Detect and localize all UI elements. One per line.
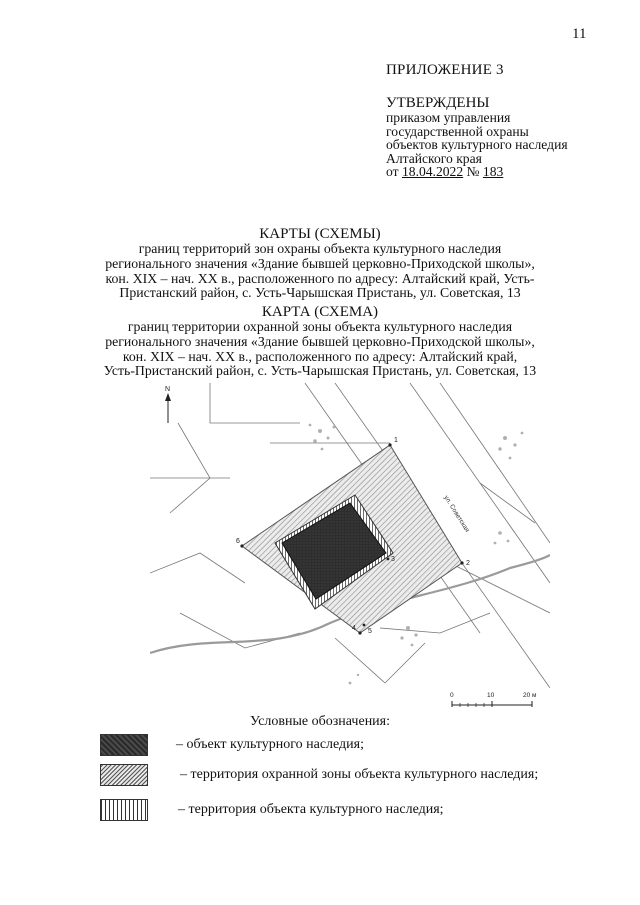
page-number: 11 <box>572 26 587 42</box>
protection-zone-map <box>150 383 550 713</box>
map-heading-title: КАРТА (СХЕМА) <box>261 304 379 320</box>
maps-heading <box>0 226 640 301</box>
approval-line: приказом управления <box>386 110 511 125</box>
approval-block <box>386 95 568 179</box>
point-label: 6 <box>236 538 240 545</box>
legend-swatch-vertical <box>100 799 148 821</box>
point-label: 3 <box>391 556 395 563</box>
maps-heading-title: КАРТЫ (СХЕМЫ) <box>259 226 381 242</box>
appendix-title: ПРИЛОЖЕНИЕ 3 <box>386 62 504 78</box>
map-heading-line: Усть-Пристанский район, с. Усть-Чарышская Пристань, ул. Советская, 13 <box>103 363 537 379</box>
legend-label: – территория объекта культурного наследия; <box>178 802 444 817</box>
maps-heading-line: кон. XIX – нач. XX в., расположенного по адресу: Алтайский край, Усть- <box>105 270 535 286</box>
north-arrow-icon <box>165 386 171 423</box>
point-label: 5 <box>368 628 372 635</box>
point-label: 2 <box>466 560 470 567</box>
maps-heading-line: границ территорий зон охраны объекта культурного наследия <box>138 241 502 256</box>
legend-swatch-hatched <box>100 764 148 786</box>
legend-label: – территория охранной зоны объекта культурного наследия; <box>180 767 539 782</box>
point-label: 1 <box>394 437 398 444</box>
maps-heading-line: Пристанский район, с. Усть-Чарышская Пристань, ул. Советская, 13 <box>119 285 521 301</box>
legend-item-protection-zone <box>100 763 538 787</box>
scale-label: 10 <box>487 692 495 699</box>
legend-swatch-dark <box>100 734 148 756</box>
legend-item-heritage-object <box>100 733 364 757</box>
date-prefix: от <box>386 164 402 180</box>
map-heading-line: регионального значения «Здание бывшей церковно-Приходской школы», <box>105 333 535 349</box>
approval-number: 183 <box>482 164 504 180</box>
approval-date-line <box>386 165 568 179</box>
scale-bar <box>450 692 537 707</box>
north-label: N <box>165 386 171 393</box>
map-heading <box>0 304 640 379</box>
map-heading-line: границ территории охранной зоны объекта культурного наследия <box>127 319 513 334</box>
approval-line: Алтайского края <box>386 150 482 166</box>
street-label: ул. Советская <box>442 494 471 534</box>
legend-item-heritage-territory <box>100 798 444 822</box>
maps-heading-line: регионального значения «Здание бывшей церковно-Приходской школы», <box>105 255 535 271</box>
approval-line: объектов культурного наследия <box>386 137 568 153</box>
approval-date: 18.04.2022 <box>401 164 464 180</box>
legend-title: Условные обозначения: <box>249 714 391 729</box>
number-prefix: № <box>463 164 483 180</box>
approval-title: УТВЕРЖДЕНЫ <box>386 95 490 111</box>
scale-label: 20 м <box>523 692 537 699</box>
approval-line: государственной охраны <box>386 123 529 139</box>
map-heading-line: кон. XIX – нач. XX в., расположенного по адресу: Алтайский край, <box>122 348 518 364</box>
point-label: 4 <box>352 625 356 632</box>
legend-label: – объект культурного наследия; <box>176 737 364 752</box>
scale-label: 0 <box>450 692 454 699</box>
